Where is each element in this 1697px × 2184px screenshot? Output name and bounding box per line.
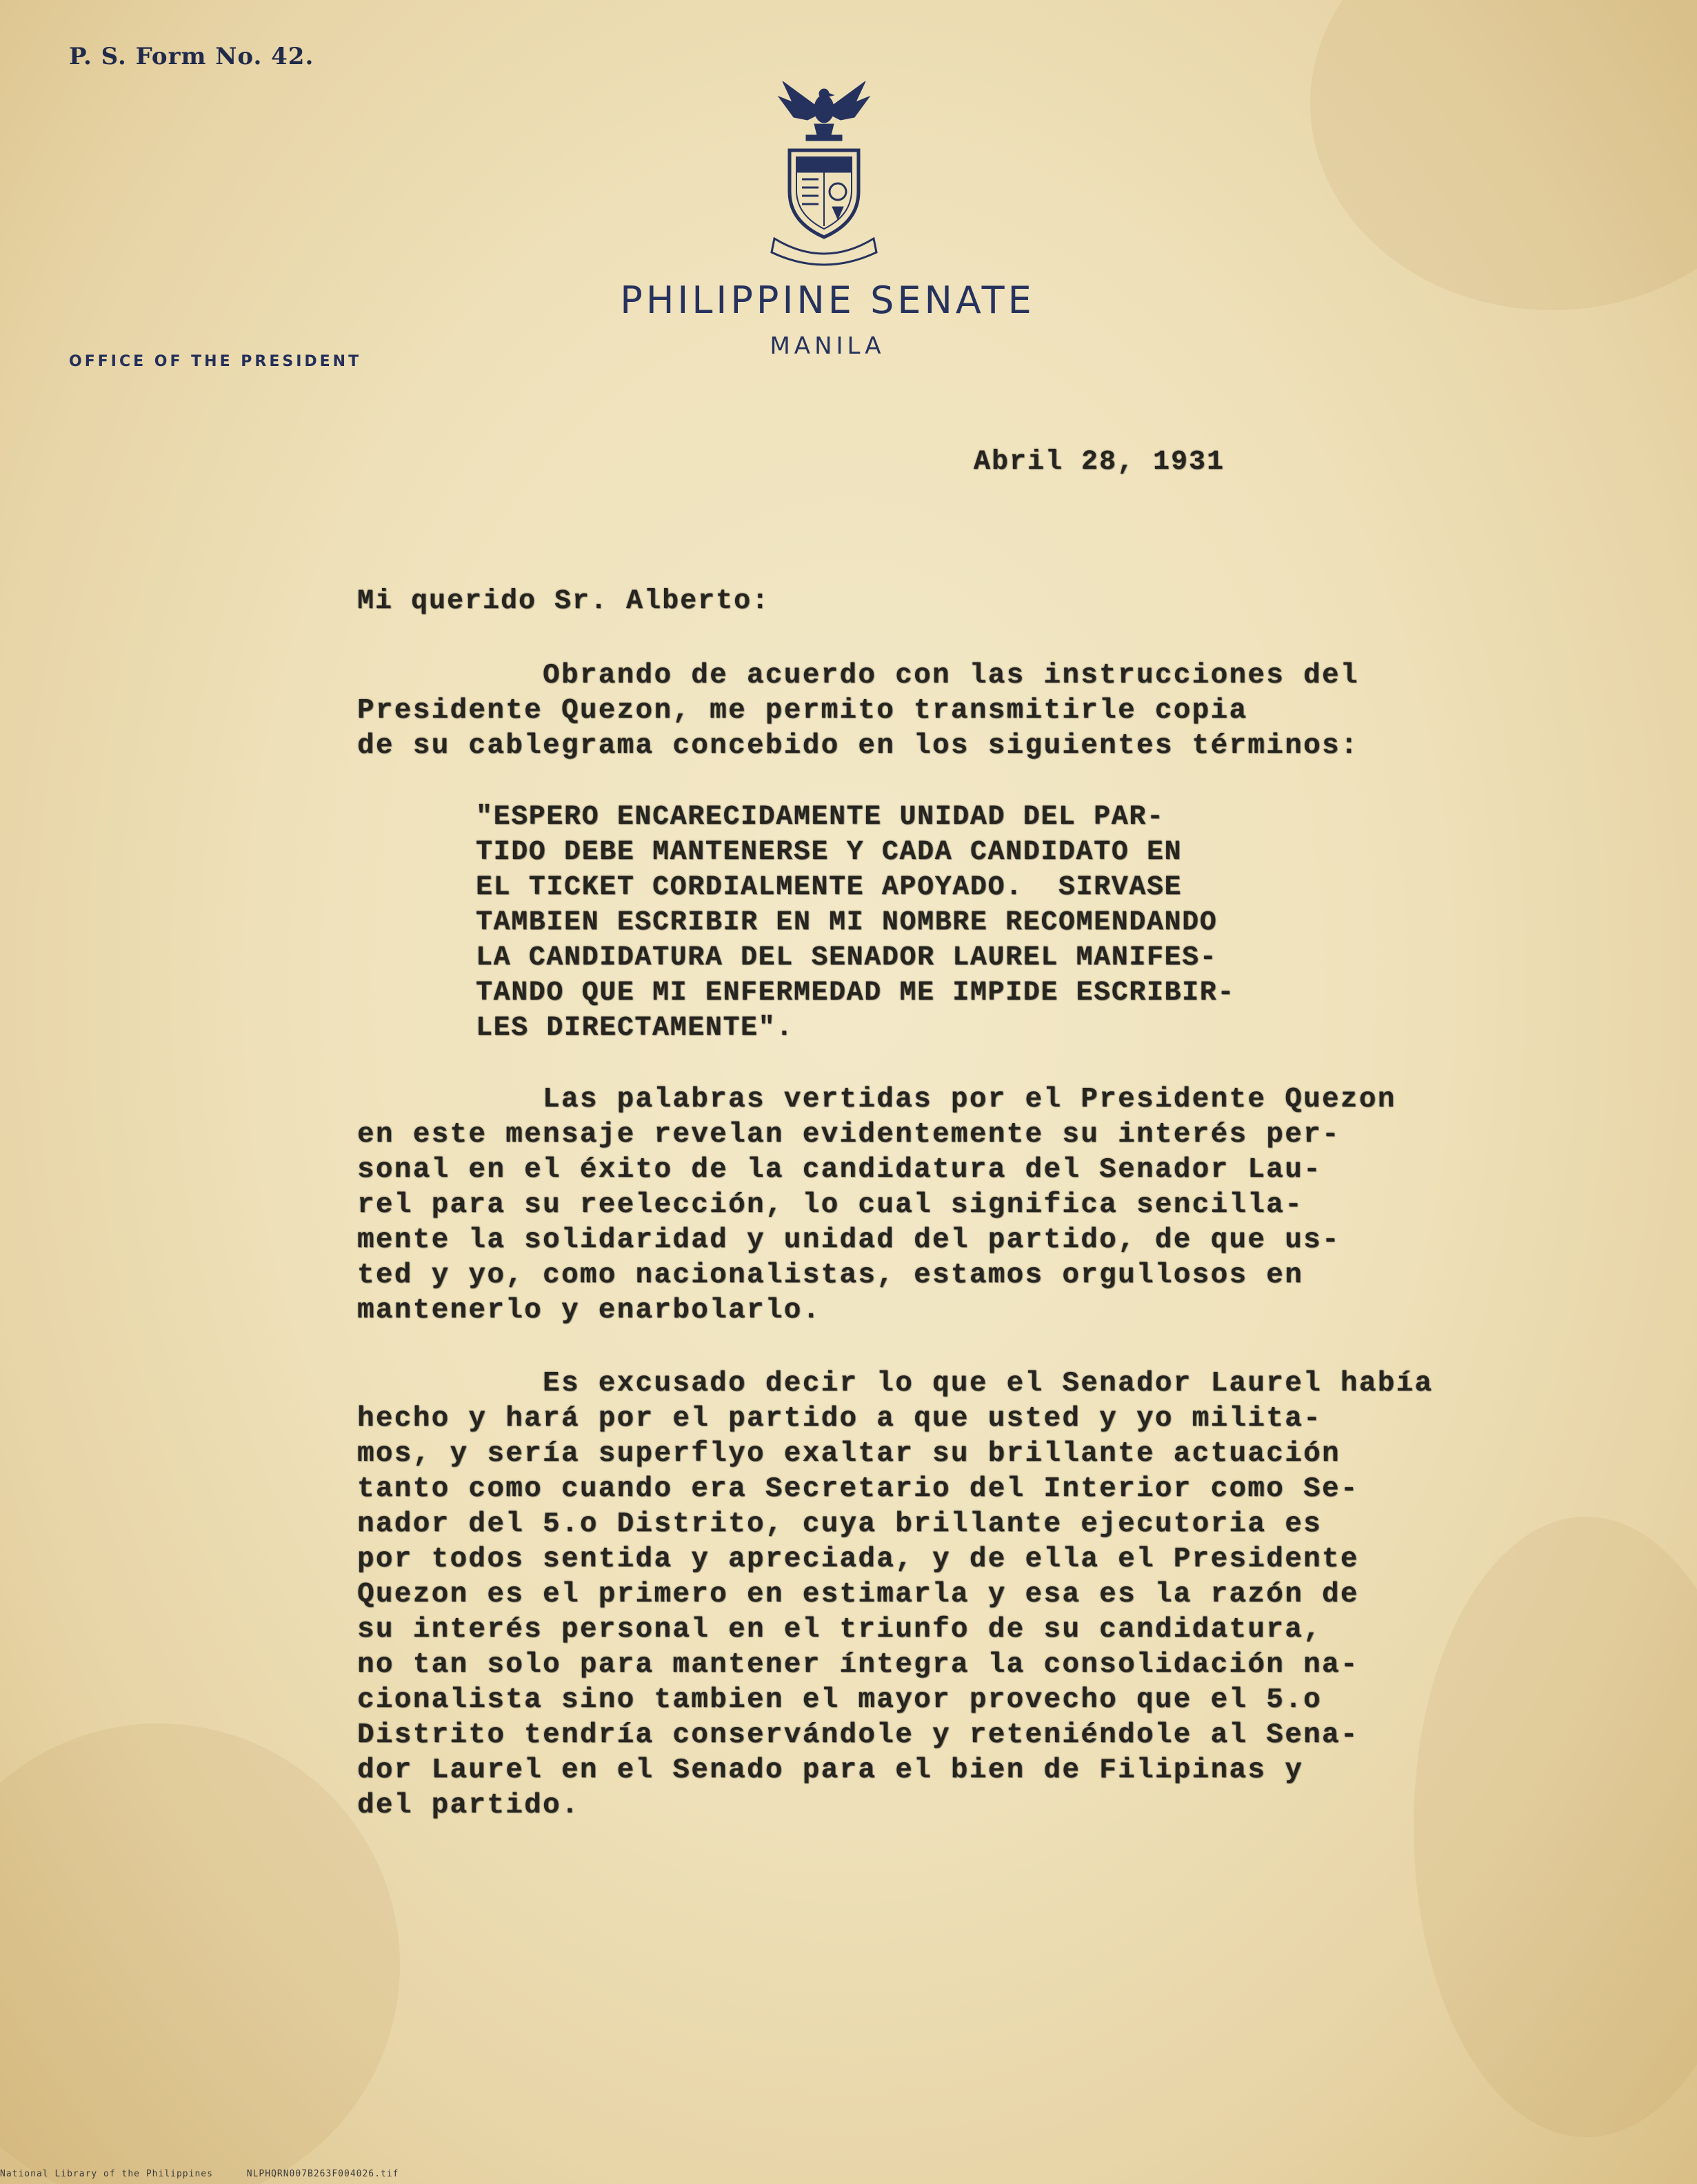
senate-city: MANILA [770,332,885,360]
letter-date: Abril 28, 1931 [974,447,1225,478]
senate-seal-icon [769,69,879,269]
letter-paragraph-1: Obrando de acuerdo con las instrucciones del Presidente Quezon, me permito transmitirle copia de su cablegrama concebido en los siguientes términos: [357,660,1359,762]
letter-paragraph-3: Es excusado decir lo que el Senador Laurel había hecho y hará por el partido a que usted y yo milita- mos, y sería superflyo exaltar su brillante actuación tanto como cuando era Secretario del Interior como Se- nador del 5.o Distrito, cuya brillante ejecutoria es por todos sentida y apreciada, y de ella el Presidente Quezon es el primero en estimarla y esa es la razón de su interés personal en el triunfo de su candidatura, no tan solo para mantener íntegra la consolidación na- cionalista sino tambien el mayor provecho que el 5.o Distrito tendría conservándole y reteniéndole al Sena- dor Laurel en el Senado para el bien de Filipinas y del partido. [357,1368,1434,1821]
archive-footer [0,2169,399,2179]
paper-stain [1414,1517,1697,2137]
paper-stain [0,1723,400,2184]
office-of-the-president: OFFICE OF THE PRESIDENT [69,353,362,370]
library-credit: National Library of the Philippines [0,2169,213,2179]
cable-quote: "ESPERO ENCARECIDAMENTE UNIDAD DEL PAR- TIDO DEBE MANTENERSE Y CADA CANDIDATO EN EL TICKET CORDIALMENTE APOYADO. SIRVASE TAMBIEN ESCRIBIR EN MI NOMBRE RECOMENDANDO LA CANDIDATURA DEL SENADOR LAUREL MANIFES- TANDO QUE MI ENFERMEDAD ME IMPIDE ESCRIBIR- LES DIRECTAMENTE". [476,802,1235,1044]
senate-title: PHILIPPINE SENATE [620,279,1035,322]
form-number: P. S. Form No. 42. [69,43,314,70]
letter-paragraph-2: Las palabras vertidas por el Presidente Quezon en este mensaje revelan evidentemente su interés per- sonal en el éxito de la candidatura del Senador Lau- rel para su reelección, lo cual significa sencilla- mente la solidaridad y unidad del partido, de que us- ted y yo, como nacionalistas, estamos orgullosos en mantenerlo y enarbolarlo. [357,1084,1396,1326]
paper-stain [1310,0,1697,310]
letter-salutation: Mi querido Sr. Alberto: [357,586,770,617]
file-code: NLPHQRN007B263F004026.tif [246,2169,399,2179]
